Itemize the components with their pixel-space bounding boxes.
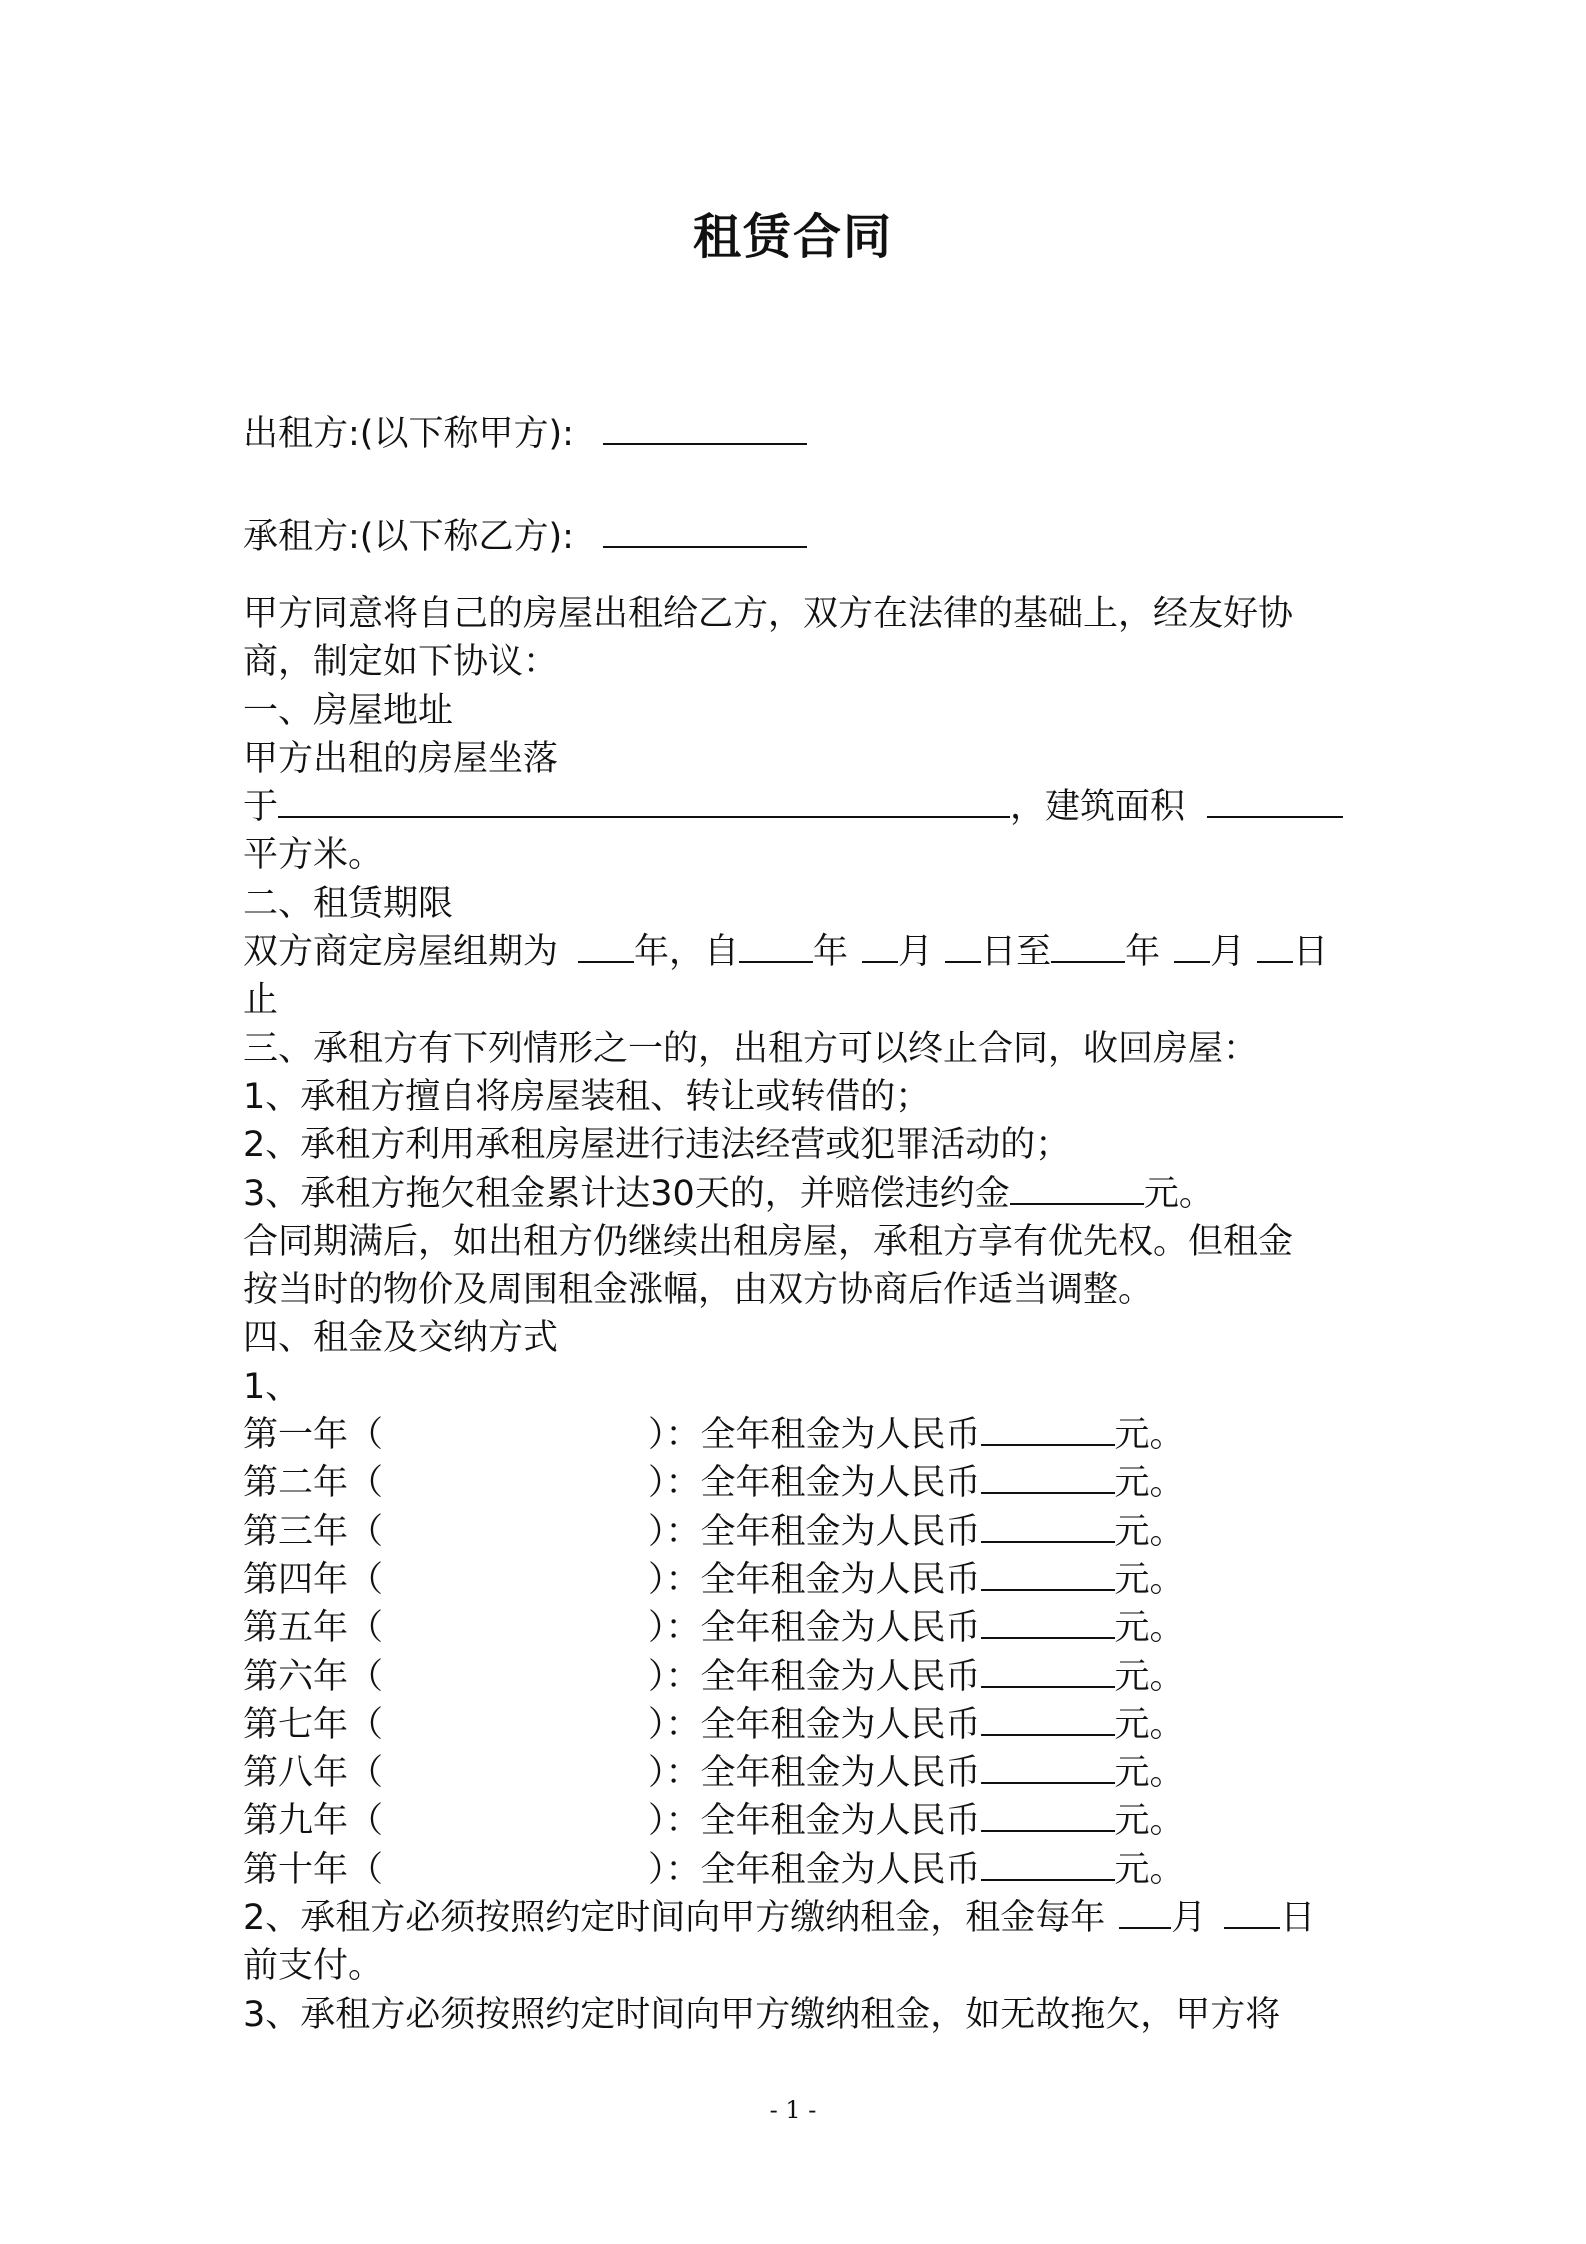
payment-item-2-end: 前支付。 <box>243 1946 384 1987</box>
rent-year-label: 第五年（ <box>243 1608 384 1649</box>
area-unit: 平方米。 <box>243 835 384 876</box>
lessee-blank[interactable] <box>603 514 807 548</box>
address-line: 甲方出租的房屋坐落 <box>243 738 559 779</box>
term-text-c: 年 <box>813 932 849 973</box>
term-years-blank[interactable] <box>578 929 634 963</box>
page-number: - 1 - <box>769 2096 817 2124</box>
rent-amount-label: ）：全年租金为人民币 <box>648 1801 981 1842</box>
rent-unit: 元。 <box>1114 1415 1185 1456</box>
due-month-blank[interactable] <box>1119 1895 1171 1929</box>
payment-item-2 <box>243 1894 1353 1942</box>
rent-year-label: 第十年（ <box>243 1849 384 1890</box>
rent-unit: 元。 <box>1114 1849 1185 1890</box>
penalty-unit: 元。 <box>1143 1173 1214 1214</box>
rent-year-label: 第四年（ <box>243 1559 384 1600</box>
end-year-blank[interactable] <box>1051 929 1125 963</box>
rent-row <box>243 1508 1353 1556</box>
rent-unit: 元。 <box>1114 1559 1185 1600</box>
area-blank[interactable] <box>1207 784 1343 818</box>
rent-amount-label: ）：全年租金为人民币 <box>648 1753 981 1794</box>
rent-schedule <box>243 1411 1353 1894</box>
term-text-e: 日至 <box>981 932 1052 973</box>
rent-amount-blank[interactable] <box>981 1509 1115 1543</box>
rent-unit: 元。 <box>1114 1511 1185 1552</box>
rent-amount-blank[interactable] <box>981 1412 1115 1446</box>
start-month-blank[interactable] <box>862 929 898 963</box>
rent-row <box>243 1701 1353 1749</box>
rent-row <box>243 1797 1353 1845</box>
rent-amount-label: ）：全年租金为人民币 <box>648 1463 981 1504</box>
rent-year-label: 第二年（ <box>243 1463 384 1504</box>
rent-amount-blank[interactable] <box>981 1798 1115 1832</box>
due-day-blank[interactable] <box>1224 1895 1280 1929</box>
term-text-d: 月 <box>898 932 934 973</box>
rent-row <box>243 1846 1353 1894</box>
area-label: ，建筑面积 <box>1010 787 1186 828</box>
rent-unit: 元。 <box>1114 1801 1185 1842</box>
rent-row <box>243 1556 1353 1604</box>
end-day-blank[interactable] <box>1257 929 1293 963</box>
term-line <box>243 928 1353 976</box>
rent-row <box>243 1459 1353 1507</box>
address-blank[interactable] <box>278 784 1010 818</box>
renewal-line-2: 按当时的物价及周围租金涨幅，由双方协商后作适当调整。 <box>243 1270 1154 1311</box>
section-4-heading: 四、租金及交纳方式 <box>243 1318 559 1359</box>
rent-amount-label: ）：全年租金为人民币 <box>648 1656 981 1697</box>
term-text-g: 月 <box>1210 932 1246 973</box>
lessee-label: 承租方:(以下称乙方): <box>243 517 574 557</box>
payment-item-3: 3、承租方必须按照约定时间向甲方缴纳租金，如无故拖欠，甲方将 <box>243 1994 1281 2035</box>
rent-unit: 元。 <box>1114 1608 1185 1649</box>
rent-amount-blank[interactable] <box>981 1654 1115 1688</box>
rent-amount-blank[interactable] <box>981 1460 1115 1494</box>
rent-row <box>243 1653 1353 1701</box>
due-month-label: 月 <box>1171 1898 1207 1939</box>
rent-amount-label: ）：全年租金为人民币 <box>648 1511 981 1552</box>
rent-unit: 元。 <box>1114 1753 1185 1794</box>
rent-row <box>243 1604 1353 1652</box>
lessee-line <box>243 509 807 559</box>
payment-due-text: 2、承租方必须按照约定时间向甲方缴纳租金，租金每年 <box>243 1898 1106 1939</box>
section-1-heading: 一、房屋地址 <box>243 690 454 731</box>
address-blank-line <box>243 783 1353 831</box>
rent-year-label: 第六年（ <box>243 1656 384 1697</box>
page-title: 租赁合同 <box>692 209 893 265</box>
rent-amount-blank[interactable] <box>981 1605 1115 1639</box>
lessor-blank[interactable] <box>603 411 807 445</box>
end-month-blank[interactable] <box>1174 929 1210 963</box>
rent-year-label: 第九年（ <box>243 1801 384 1842</box>
lessor-label: 出租方:(以下称甲方): <box>243 414 574 454</box>
start-day-blank[interactable] <box>945 929 981 963</box>
address-yu: 于 <box>243 787 279 828</box>
rent-unit: 元。 <box>1114 1463 1185 1504</box>
rent-amount-label: ）：全年租金为人民币 <box>648 1849 981 1890</box>
rent-amount-label: ）：全年租金为人民币 <box>648 1415 981 1456</box>
termination-item-2: 2、承租方利用承租房屋进行违法经营或犯罪活动的； <box>243 1125 1071 1166</box>
payment-item-1: 1、 <box>243 1366 301 1407</box>
rent-year-label: 第一年（ <box>243 1415 384 1456</box>
rent-year-label: 第七年（ <box>243 1704 384 1745</box>
penalty-blank[interactable] <box>1010 1171 1144 1205</box>
rent-unit: 元。 <box>1114 1656 1185 1697</box>
rent-year-label: 第八年（ <box>243 1753 384 1794</box>
term-end: 止 <box>243 980 279 1021</box>
intro-line-1: 甲方同意将自己的房屋出租给乙方，双方在法律的基础上，经友好协 <box>243 594 1294 634</box>
termination-item-3 <box>243 1170 1353 1218</box>
term-text-b: 年，自 <box>634 932 740 973</box>
start-year-blank[interactable] <box>739 929 813 963</box>
term-text-f: 年 <box>1125 932 1161 973</box>
rent-row <box>243 1749 1353 1797</box>
rent-amount-blank[interactable] <box>981 1702 1115 1736</box>
rent-year-label: 第三年（ <box>243 1511 384 1552</box>
rent-unit: 元。 <box>1114 1704 1185 1745</box>
rent-amount-label: ）：全年租金为人民币 <box>648 1559 981 1600</box>
due-day-label: 日 <box>1280 1898 1316 1939</box>
rent-amount-blank[interactable] <box>981 1557 1115 1591</box>
section-2-heading: 二、租赁期限 <box>243 883 454 924</box>
contract-body <box>243 590 1353 2039</box>
section-3-heading: 三、承租方有下列情形之一的，出租方可以终止合同，收回房屋： <box>243 1028 1259 1069</box>
term-text-a: 双方商定房屋组期为 <box>243 932 559 973</box>
rent-amount-label: ）：全年租金为人民币 <box>648 1704 981 1745</box>
rent-amount-blank[interactable] <box>981 1750 1115 1784</box>
termination-item-1: 1、承租方擅自将房屋装租、转让或转借的； <box>243 1076 931 1117</box>
penalty-text: 3、承租方拖欠租金累计达30天的，并赔偿违约金 <box>243 1173 1010 1214</box>
intro-line-2: 商，制定如下协议： <box>243 642 559 683</box>
lessor-line <box>243 406 807 456</box>
renewal-line-1: 合同期满后，如出租方仍继续出租房屋，承租方享有优先权。但租金 <box>243 1221 1294 1262</box>
rent-row <box>243 1411 1353 1459</box>
term-text-h: 日 <box>1293 932 1329 973</box>
rent-amount-blank[interactable] <box>981 1847 1115 1881</box>
rent-amount-label: ）：全年租金为人民币 <box>648 1608 981 1649</box>
